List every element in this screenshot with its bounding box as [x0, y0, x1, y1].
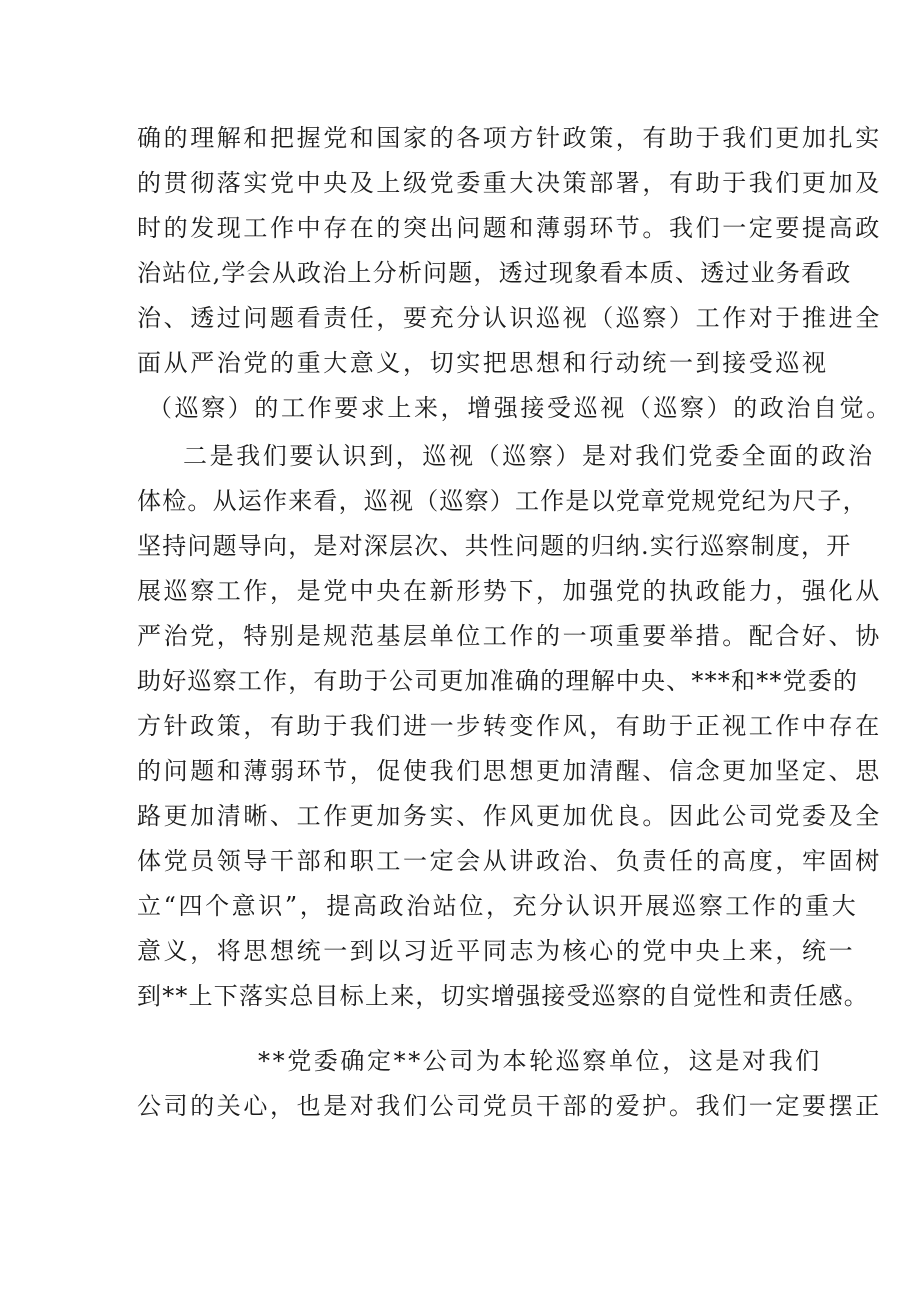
- text-line-15: 的问题和薄弱环节，促使我们思想更加清醒、信念更加坚定、思: [137, 757, 882, 785]
- text-line-7: （巡察）的工作要求上来，增强接受巡视（巡察）的政治自觉。: [148, 394, 893, 422]
- text-line-16: 路更加清晰、工作更加务实、作风更加优良。因此公司党委及全: [137, 802, 882, 830]
- text-line-1: 确的理解和把握党和国家的各项方针政策，有助于我们更加扎实: [137, 124, 882, 152]
- text-line-10: 坚持问题导向，是对深层次、共性问题的归纳.实行巡察制度，开: [137, 532, 852, 560]
- text-line-4: 治站位,学会从政治上分析问题，透过现象看本质、透过业务看政: [137, 259, 852, 287]
- text-line-8: 二是我们要认识到，巡视（巡察）是对我们党委全面的政治: [183, 442, 875, 470]
- text-line-9: 体检。从运作来看，巡视（巡察）工作是以党章党规党纪为尺子，: [137, 487, 868, 515]
- text-line-3: 时的发现工作中存在的突出问题和薄弱环节。我们一定要提高政: [137, 214, 882, 242]
- text-line-11: 展巡察工作，是党中央在新形势下，加强党的执政能力，强化从: [137, 577, 882, 605]
- text-line-22: 公司的关心，也是对我们公司党员干部的爱护。我们一定要摆正: [137, 1092, 882, 1120]
- text-line-19: 意义，将思想统一到以习近平同志为核心的党中央上来，统一: [137, 937, 856, 965]
- text-line-12: 严治党，特别是规范基层单位工作的一项重要举措。配合好、协: [137, 622, 882, 650]
- text-line-5: 治、透过问题看责任，要充分认识巡视（巡察）工作对于推进全: [137, 304, 882, 332]
- text-line-21: **党委确定**公司为本轮巡察单位，这是对我们: [258, 1047, 822, 1075]
- text-line-20: 到**上下落实总目标上来，切实增强接受巡察的自觉性和责任感。: [137, 982, 869, 1010]
- text-line-18: 立“四个意识”，提高政治站位，充分认识开展巡察工作的重大: [137, 892, 859, 920]
- text-line-17: 体党员领导干部和职工一定会从讲政治、负责任的高度，牢固树: [137, 847, 882, 875]
- text-line-13: 助好巡察工作，有助于公司更加准确的理解中央、***和**党委的: [137, 667, 859, 695]
- text-line-14: 方针政策，有助于我们进一步转变作风，有助于正视工作中存在: [137, 712, 882, 740]
- text-line-6: 面从严治党的重大意义，切实把思想和行动统一到接受巡视: [137, 349, 829, 377]
- text-line-2: 的贯彻落实党中央及上级党委重大决策部署，有助于我们更加及: [137, 169, 882, 197]
